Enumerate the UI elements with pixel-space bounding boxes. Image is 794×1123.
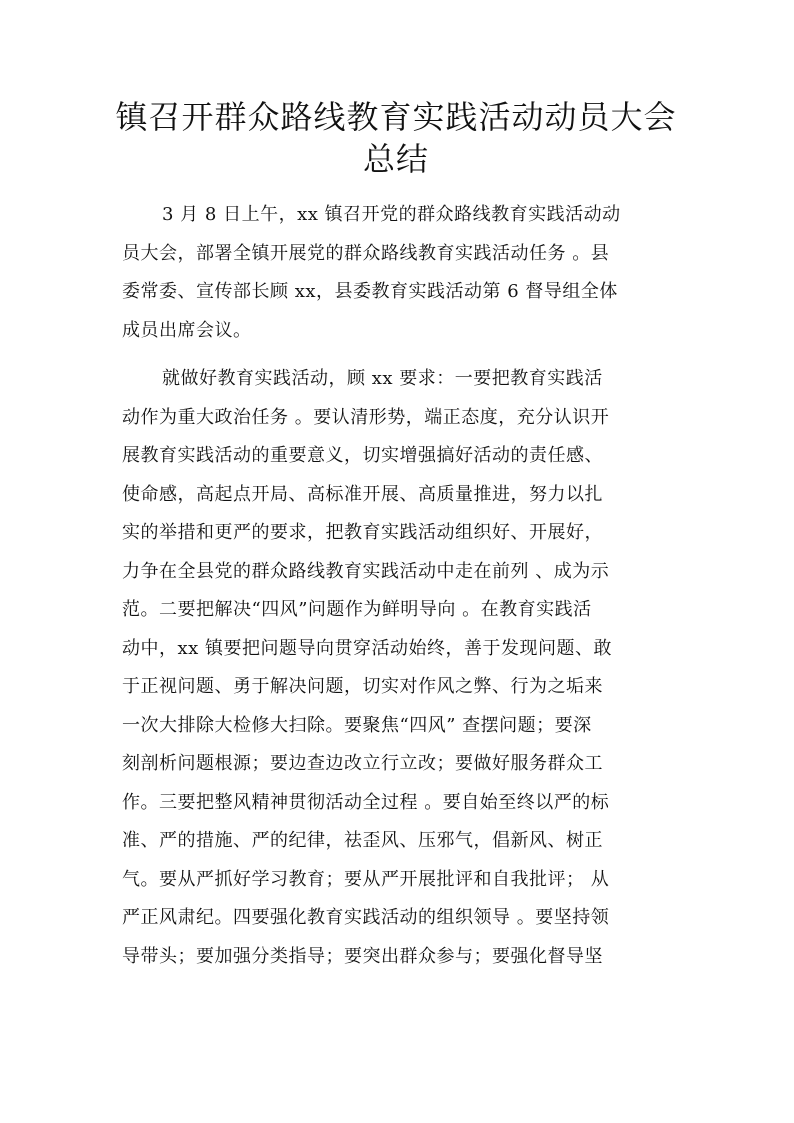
paragraph-line: 一次大排除大检修大扫除。要聚焦“四风” 查摆问题；要深 [122, 714, 592, 736]
paragraph-line: 3 月 8 日上午，xx 镇召开党的群众路线教育实践活动动 [162, 204, 621, 225]
document-title [96, 96, 696, 180]
paragraph-2 [122, 360, 682, 976]
paragraph-line: 动中，xx 镇要把问题导向贯穿活动始终，善于发现问题、敢 [122, 637, 613, 659]
paragraph-gap [122, 350, 682, 360]
paragraph-line: 气。要从严抓好学习教育；要从严开展批评和自我批评； 从 [122, 868, 610, 890]
paragraph-line: 严正风肃纪。四要强化教育实践活动的组织领导 。要坚持领 [122, 907, 610, 928]
paragraph-line: 展教育实践活动的重要意义，切实增强搞好活动的责任感、 [122, 445, 603, 466]
paragraph-line: 导带头；要加强分类指导；要突出群众参与；要强化督导坚 [122, 945, 603, 967]
paragraph-line: 就做好教育实践活动，顾 xx 要求：一要把教育实践活 [162, 368, 603, 389]
paragraph-line: 成员出席会议。 [122, 319, 252, 341]
paragraph-line: 范。二要把解决“四风”问题作为鲜明导向 。在教育实践活 [122, 599, 592, 620]
paragraph-line: 于正视问题、勇于解决问题，切实对作风之弊、行为之垢来 [122, 676, 603, 697]
title-line-1: 镇召开群众路线教育实践活动动员大会 [115, 98, 677, 136]
paragraph-line: 动作为重大政治任务 。要认清形势，端正态度，充分认识开 [122, 406, 610, 428]
document-body [122, 196, 682, 976]
paragraph-line: 刻剖析问题根源；要边查边改立行立改；要做好服务群众工 [122, 753, 603, 774]
paragraph-line: 力争在全县党的群众路线教育实践活动中走在前列 、成为示 [122, 560, 610, 582]
paragraph-line: 使命感，高起点开局、高标准开展、高质量推进，努力以扎 [122, 483, 603, 505]
paragraph-line: 实的举措和更严的要求，把教育实践活动组织好、开展好， [122, 522, 603, 543]
title-line-2: 总结 [362, 140, 429, 178]
paragraph-line: 准、严的措施、严的纪律，祛歪风、压邪气，倡新风、树正 [122, 830, 603, 851]
paragraph-line: 作。三要把整风精神贯彻活动全过程 。要自始至终以严的标 [122, 791, 610, 813]
paragraph-line: 委常委、宣传部长顾 xx，县委教育实践活动第 6 督导组全体 [122, 281, 618, 302]
paragraph-line: 员大会，部署全镇开展党的群众路线教育实践活动任务 。县 [122, 242, 610, 264]
paragraph-1 [122, 196, 682, 350]
